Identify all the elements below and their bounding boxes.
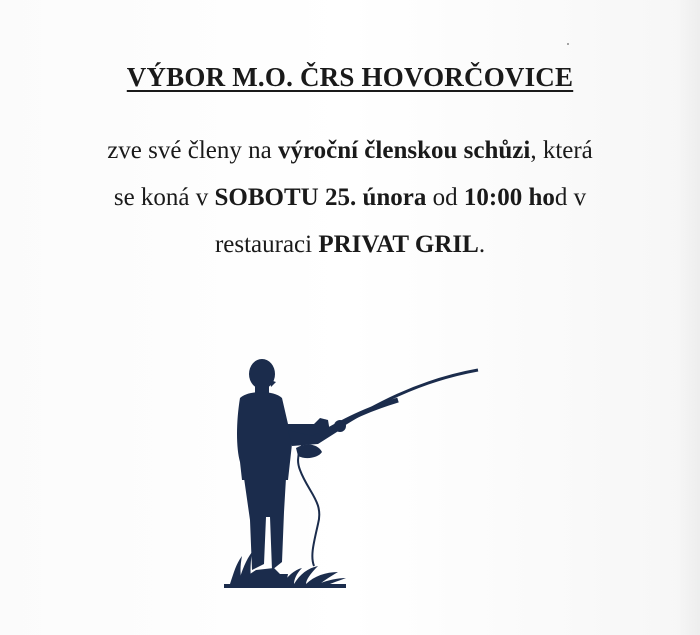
meeting-date: SOBOTU 25. února [214, 184, 427, 211]
page-title: VÝBOR M.O. ČRS HOVORČOVICE [126, 62, 574, 92]
meeting-time: 10:00 ho [463, 184, 555, 211]
line1-end: , která [530, 137, 593, 164]
line2-mid: od [426, 184, 464, 211]
page-edge-shadow [676, 0, 700, 635]
line2-end: d v [554, 184, 587, 211]
meeting-name: výroční členskou schůzi [277, 137, 531, 164]
line1-text: zve své členy na [107, 137, 278, 164]
line3-text: restauraci [214, 231, 319, 258]
fisherman-silhouette-icon [222, 352, 482, 592]
line3-end: . [478, 231, 486, 258]
invitation-line-3 [0, 232, 700, 257]
scan-speck [567, 43, 569, 45]
venue-name: PRIVAT GRIL [318, 231, 479, 258]
invitation-line-1 [0, 138, 700, 163]
line2-text: se koná v [113, 184, 215, 211]
invitation-line-2 [0, 185, 700, 210]
